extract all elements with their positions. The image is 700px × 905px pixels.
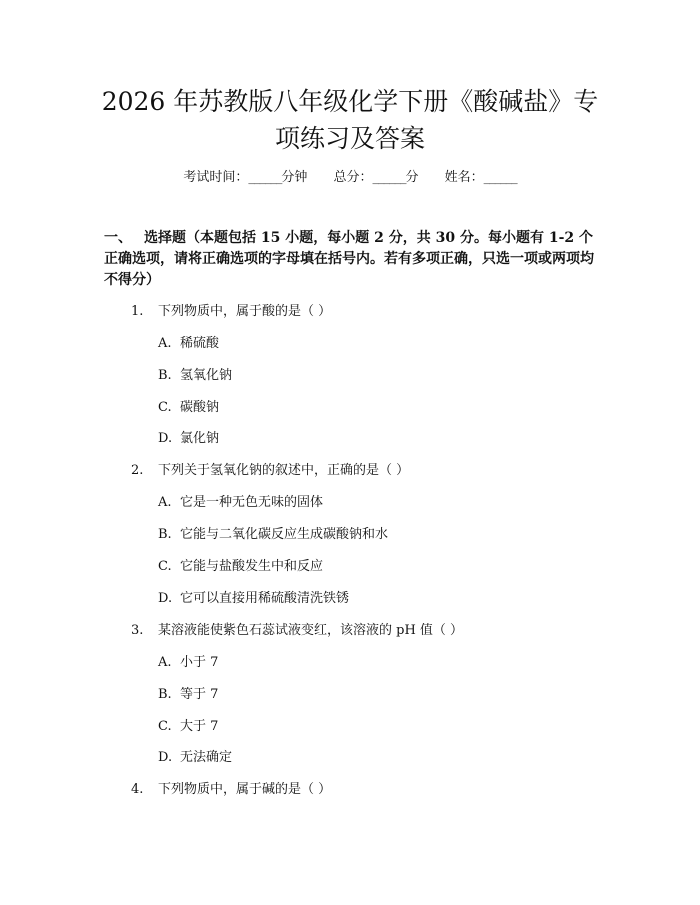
option-letter: B. <box>158 368 172 383</box>
option-letter: A. <box>158 495 172 510</box>
question-number: 4. <box>131 782 144 797</box>
exam-time-field <box>183 170 307 185</box>
option-letter: B. <box>158 687 172 702</box>
question-number: 1. <box>131 304 144 319</box>
option-text: 等于 7 <box>180 687 219 702</box>
exam-time-unit: 分钟 <box>281 170 308 185</box>
question-3-option-d <box>158 748 232 768</box>
exam-time-blank: ______ <box>248 170 282 185</box>
option-letter: C. <box>158 719 172 734</box>
exam-info-line <box>0 168 700 188</box>
total-score-label: 总分： <box>333 170 373 185</box>
section-heading <box>104 228 604 291</box>
option-letter: C. <box>158 400 172 415</box>
question-3-option-c <box>158 717 218 737</box>
option-letter: B. <box>158 527 172 542</box>
option-letter: A. <box>158 655 172 670</box>
question-3 <box>131 621 463 641</box>
option-letter: D. <box>158 591 173 606</box>
question-2-option-a <box>158 493 323 513</box>
question-2-option-c <box>158 557 323 577</box>
student-name-field <box>445 170 517 185</box>
option-text: 大于 7 <box>180 719 219 734</box>
question-4 <box>131 780 331 800</box>
option-text: 它能与盐酸发生中和反应 <box>180 559 324 574</box>
option-text: 它是一种无色无味的固体 <box>180 495 324 510</box>
question-2 <box>131 461 409 481</box>
student-name-blank: ______ <box>483 170 517 185</box>
question-2-option-d <box>158 589 349 609</box>
document-title-line-2: 项练习及答案 <box>274 124 425 153</box>
question-3-option-b <box>158 685 218 705</box>
option-text: 稀硫酸 <box>180 336 220 351</box>
total-score-field <box>333 170 418 185</box>
option-text: 氯化钠 <box>180 431 220 446</box>
total-score-blank: ______ <box>372 170 406 185</box>
section-number: 一、 <box>104 230 132 246</box>
option-text: 无法确定 <box>180 750 233 765</box>
question-number: 3. <box>131 623 144 638</box>
question-text: 下列关于氢氧化钠的叙述中，正确的是（ ） <box>158 463 410 478</box>
question-text: 下列物质中，属于酸的是（ ） <box>158 304 332 319</box>
option-letter: D. <box>158 431 173 446</box>
question-3-option-a <box>158 653 218 673</box>
section-instructions: 选择题（本题包括 15 小题，每小题 2 分，共 30 分。每小题有 1-2 个正确选项，请将正确选项的字母填在括号内。若有多项正确，只选一项或两项均不得分） <box>104 230 594 288</box>
option-text: 碳酸钠 <box>180 400 220 415</box>
exam-time-label: 考试时间： <box>183 170 249 185</box>
option-letter: D. <box>158 750 173 765</box>
question-1 <box>131 302 331 322</box>
question-text: 下列物质中，属于碱的是（ ） <box>158 782 332 797</box>
option-text: 它能与二氧化碳反应生成碳酸钠和水 <box>180 527 389 542</box>
question-2-option-b <box>158 525 388 545</box>
option-text: 它可以直接用稀硫酸清洗铁锈 <box>180 591 350 606</box>
option-letter: A. <box>158 336 172 351</box>
question-text: 某溶液能使紫色石蕊试液变红，该溶液的 pH 值（ ） <box>158 623 464 638</box>
question-1-option-d <box>158 429 219 449</box>
question-1-option-c <box>158 398 219 418</box>
option-letter: C. <box>158 559 172 574</box>
question-number: 2. <box>131 463 144 478</box>
option-text: 氢氧化钠 <box>180 368 233 383</box>
total-score-unit: 分 <box>405 170 419 185</box>
option-text: 小于 7 <box>180 655 219 670</box>
document-title-line-1: 2026 年苏教版八年级化学下册《酸碱盐》专 <box>101 87 599 116</box>
student-name-label: 姓名： <box>444 170 484 185</box>
question-1-option-a <box>158 334 219 354</box>
question-1-option-b <box>158 366 232 386</box>
